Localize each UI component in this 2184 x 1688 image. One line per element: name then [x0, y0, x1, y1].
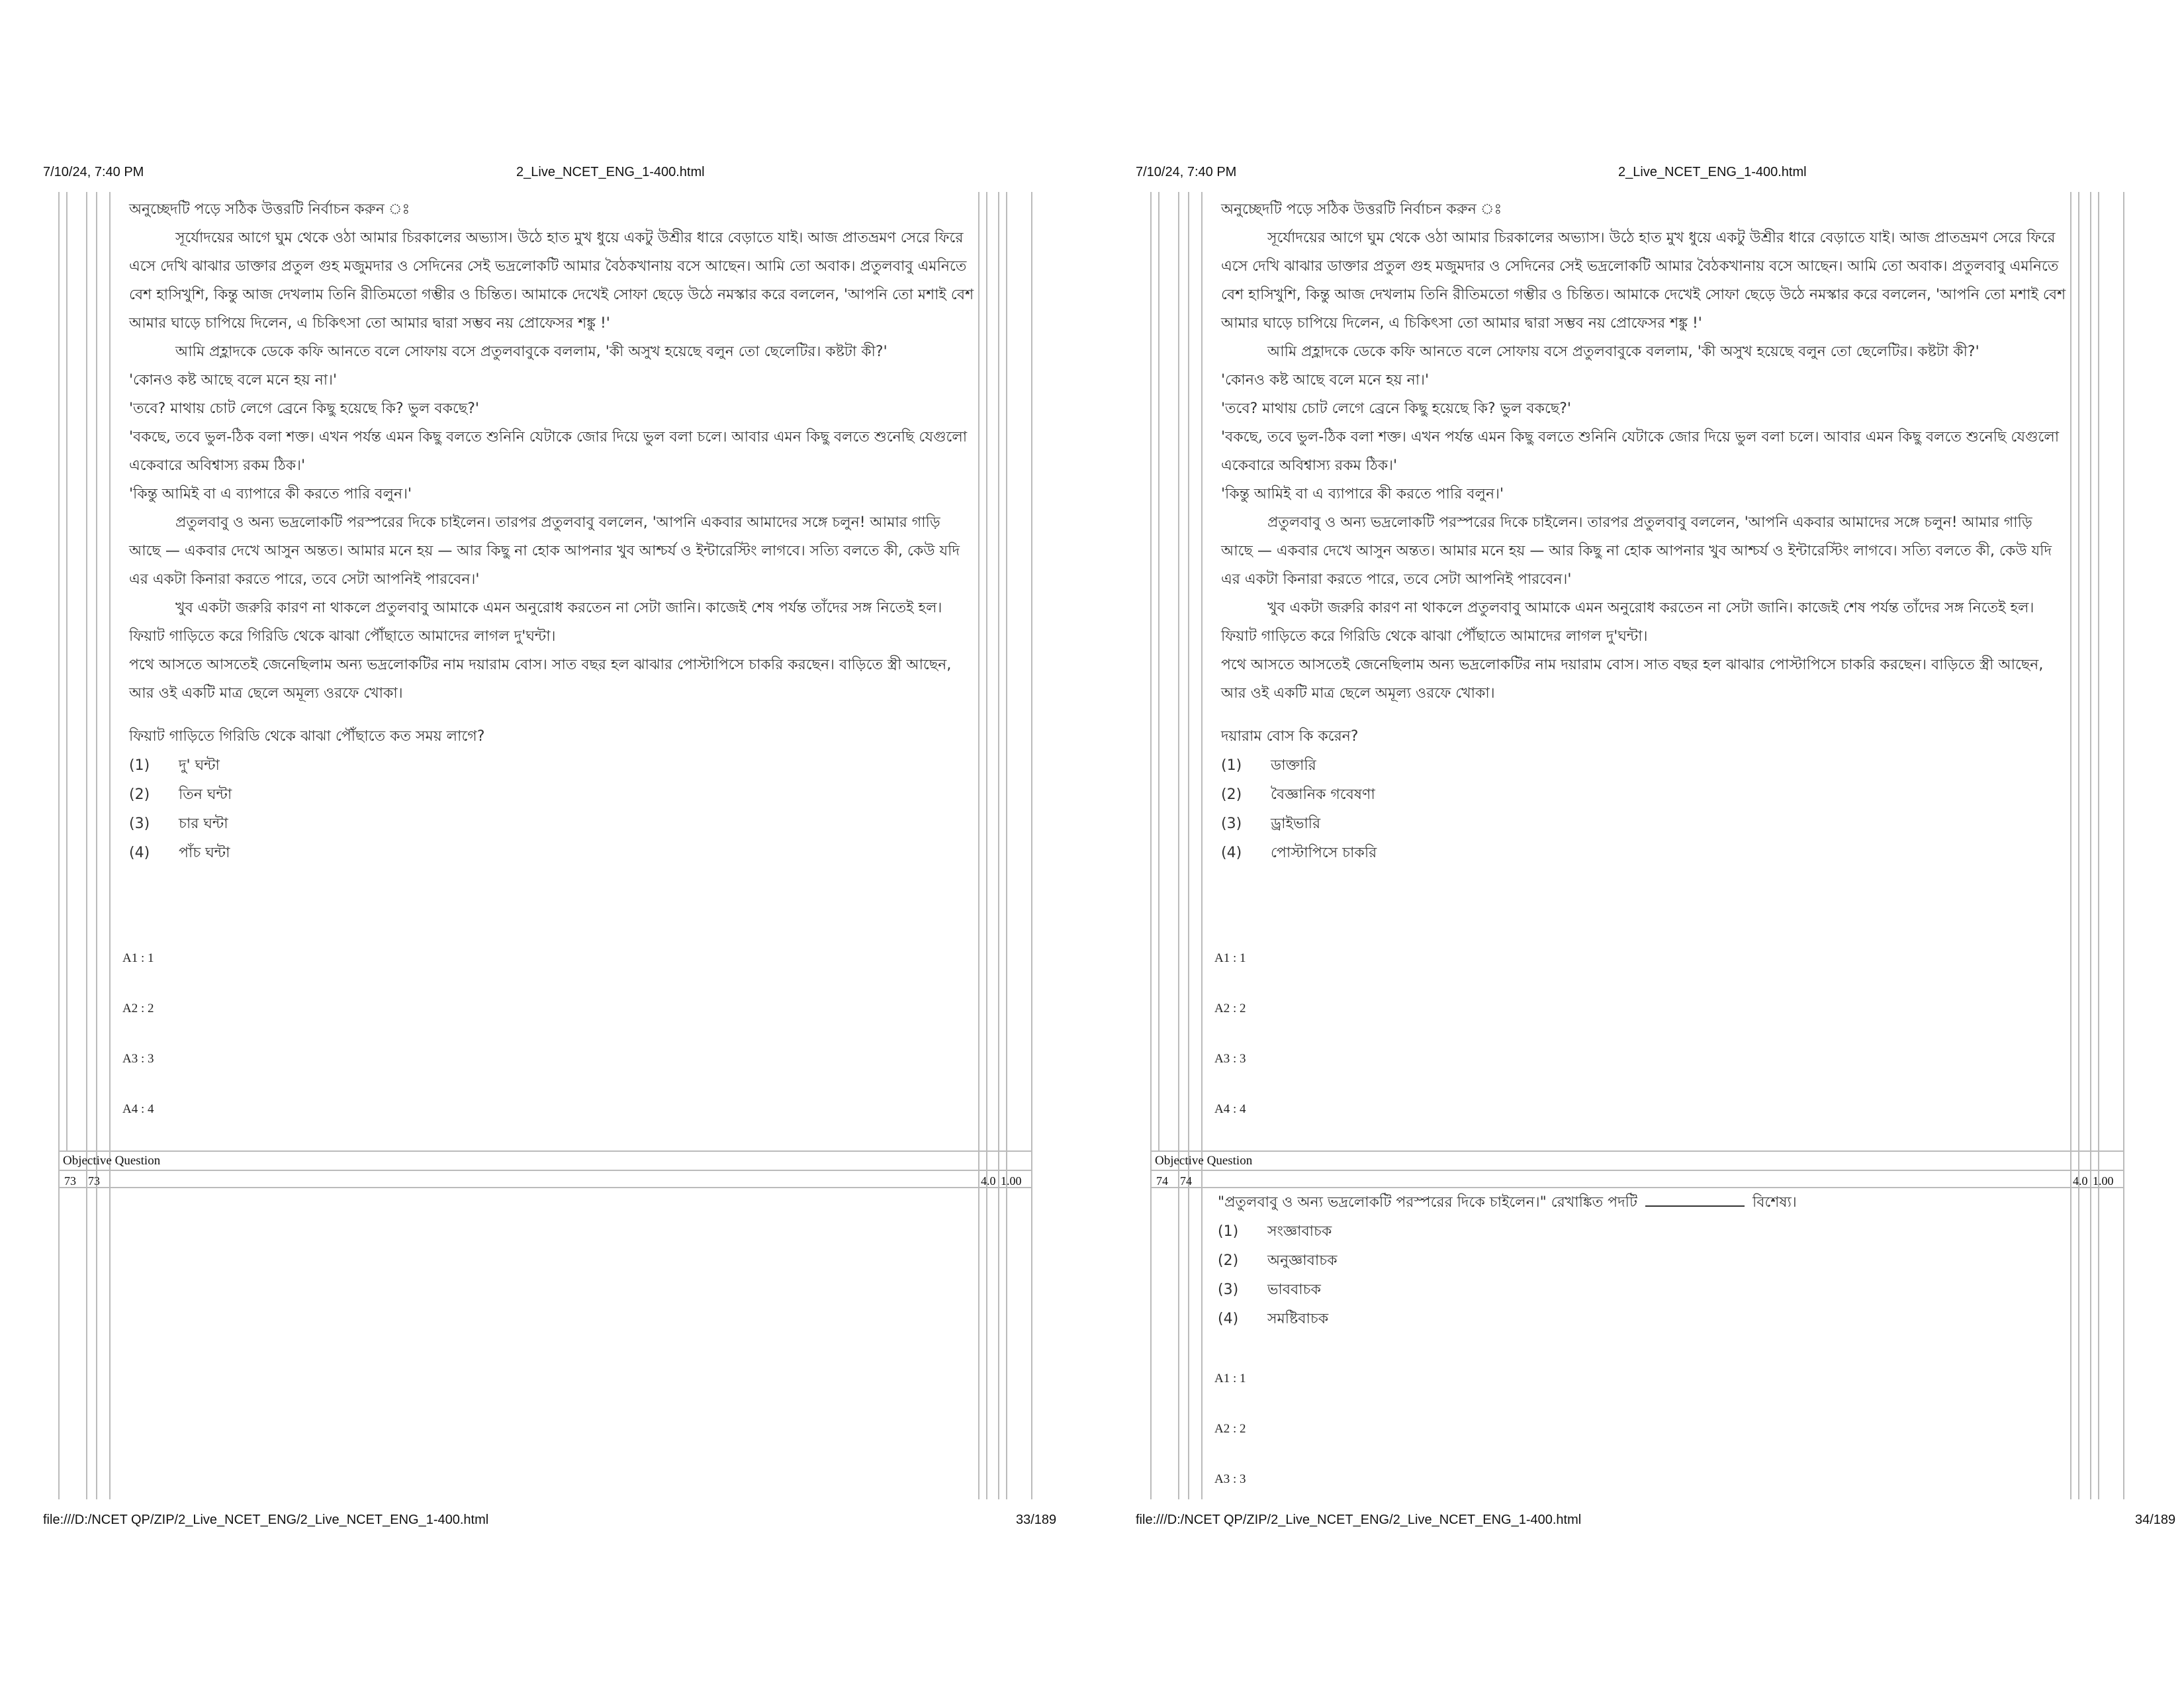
- table-border: [978, 192, 979, 1499]
- option-text: তিন ঘন্টা: [179, 786, 232, 803]
- question-number: 73: [64, 1174, 76, 1188]
- option-row: [129, 809, 976, 838]
- passage-paragraph: 'কিন্তু আমিই বা এ ব্যাপারে কী করতে পারি বলুন।': [129, 486, 412, 502]
- passage-paragraph: 'কিন্তু আমিই বা এ ব্যাপারে কী করতে পারি বলুন।': [1221, 486, 1504, 502]
- passage-paragraph: প্রতুলবাবু ও অন্য ভদ্রলোকটি পরস্পরের দিকে চাইলেন। তারপর প্রতুলবাবু বললেন, 'আপনি একবার আমাদের সঙ্গে চলুন! আমার গাড়ি আছে — একবার দেখে আসুন অন্তত। আমার মনে হয় — আর কিছু না হোক আপনার খুব আশ্চর্য ও ইন্টারেস্টিং লাগবে। সত্যি বলতে কী, কেউ যদি এর একটা কিনারা করতে পারে, তবে সেটা আপনিই পারবেন।': [129, 514, 960, 588]
- option-text: অনুজ্ঞাবাচক: [1267, 1252, 1338, 1269]
- table-border: [986, 192, 987, 1499]
- option-text: পোস্টাপিসে চাকরি: [1271, 844, 1377, 861]
- table-border: [2070, 192, 2071, 1499]
- option-number: (3): [129, 815, 150, 832]
- passage-paragraph: খুব একটা জরুরি কারণ না থাকলে প্রতুলবাবু আমাকে এমন অনুরোধ করতেন না সেটা জানি। কাজেই শেষ পর্যন্ত তাঁদের সঙ্গ নিতেই হল। ফিয়াট গাড়িতে করে গিরিডি থেকে ঝাঝা পৌঁছাতে আমাদের লাগল দু'ঘন্টা।: [1221, 600, 2034, 645]
- passage-paragraph: 'বকছে, তবে ভুল-ঠিক বলা শক্ত। এখন পর্যন্ত এমন কিছু বলতে শুনিনি যেটাকে জোর দিয়ে ভুল বলা চলে। আবার এমন কিছু বলতে শুনেছি যেগুলো একেবারে অবিশ্বাস্য রকম ঠিক।': [129, 429, 968, 474]
- option-row: [1221, 809, 2068, 838]
- footer-page-number: 34/189: [2135, 1513, 2176, 1527]
- table-border: [86, 192, 87, 1499]
- option-row: [1221, 838, 2068, 867]
- option-text: ড্রাইভারি: [1271, 815, 1321, 832]
- question-stem: দয়ারাম বোস কি করেন?: [1221, 728, 1359, 745]
- table-border: [96, 192, 97, 1499]
- option-text: পাঁচ ঘন্টা: [179, 844, 230, 861]
- option-row: [1218, 1217, 2045, 1246]
- table-border: [1031, 192, 1032, 1499]
- passage-paragraph: 'কোনও কষ্ট আছে বলে মনে হয় না।': [1221, 372, 1430, 389]
- objective-question-label: Objective Question: [63, 1154, 161, 1168]
- table-border: [1178, 192, 1179, 1499]
- table-border: [58, 1150, 1031, 1152]
- table-border: [2090, 192, 2091, 1499]
- footer-file-path: file:///D:/NCET QP/ZIP/2_Live_NCET_ENG/2_Live_NCET_ENG_1-400.html: [1136, 1513, 1582, 1527]
- option-row: [1218, 1305, 2045, 1334]
- question-74: [1218, 1188, 2045, 1334]
- passage-paragraph: সূর্যোদয়ের আগে ঘুম থেকে ওঠা আমার চিরকালের অভ্যাস। উঠে হাত মুখ ধুয়ে একটু উশ্রীর ধারে বেড়াতে যাই। আজ প্রাতভ্রমণ সেরে ফিরে এসে দেখি ঝাঝার ডাক্তার প্রতুল গুহ মজুমদার ও সেদিনের সেই ভদ্রলোকটি আমার বৈঠকখানায় বসে আছেন। আমি তো অবাক। প্রতুলবাবু এমনিতে বেশ হাসিখুশি, কিন্তু আজ দেখলাম তিনি রীতিমতো গম্ভীর ও চিন্তিত। আমাকে দেখেই সোফা ছেড়ে উঠে নমস্কার করে বললেন, 'আপনি তো মশাই বেশ আমার ঘাড়ে চাপিয়ে দিলেন, এ চিকিৎসা তো আমার দ্বারা সম্ভব নয় প্রোফেসর শঙ্কু !': [129, 230, 974, 332]
- answer-key: A2 : 2: [1214, 1422, 1246, 1436]
- option-row: [129, 780, 976, 809]
- option-text: চার ঘন্টা: [179, 815, 228, 832]
- table-border: [66, 192, 68, 1152]
- question-id: 74: [1180, 1174, 1192, 1188]
- passage-paragraph: পথে আসতে আসতেই জেনেছিলাম অন্য ভদ্রলোকটির নাম দয়ারাম বোস। সাত বছর হল ঝাঝার পোস্টাপিসে চাকরি করছেন। বাড়িতে স্ত্রী আছেন, আর ওই একটি মাত্র ছেলে অমূল্য ওরফে খোকা।: [129, 657, 952, 702]
- answer-key: A3 : 3: [1214, 1472, 1246, 1486]
- option-row: [129, 838, 976, 867]
- question-id: 73: [88, 1174, 100, 1188]
- table-border: [998, 192, 999, 1499]
- option-row: [1221, 780, 2068, 809]
- question-stem-suffix: বিশেষ্য।: [1752, 1194, 1797, 1211]
- option-row: [129, 751, 976, 780]
- passage-paragraph: 'কোনও কষ্ট আছে বলে মনে হয় না।': [129, 372, 338, 389]
- option-text: সংজ্ঞাবাচক: [1267, 1223, 1332, 1240]
- objective-question-label: Objective Question: [1155, 1154, 1253, 1168]
- option-text: ডাক্তারি: [1271, 757, 1316, 774]
- question-stem: [1218, 1188, 2045, 1217]
- header-date: 7/10/24, 7:40 PM: [43, 165, 144, 179]
- footer-file-path: file:///D:/NCET QP/ZIP/2_Live_NCET_ENG/2_Live_NCET_ENG_1-400.html: [43, 1513, 489, 1527]
- option-text: বৈজ্ঞানিক গবেষণা: [1271, 786, 1375, 803]
- footer-page-number: 33/189: [1016, 1513, 1057, 1527]
- table-border: [1188, 192, 1189, 1499]
- option-row: [1218, 1276, 2045, 1305]
- option-number: (2): [1218, 1252, 1239, 1269]
- answer-key: A1 : 1: [122, 951, 154, 965]
- table-border: [2123, 192, 2124, 1499]
- table-border: [1150, 1170, 2123, 1171]
- option-number: (2): [129, 786, 150, 803]
- option-number: (3): [1218, 1282, 1239, 1298]
- option-number: (1): [129, 757, 150, 774]
- header-file-title: 2_Live_NCET_ENG_1-400.html: [1618, 165, 1807, 179]
- option-number: (4): [1221, 844, 1242, 861]
- option-row: [1221, 751, 2068, 780]
- passage-paragraph: পথে আসতে আসতেই জেনেছিলাম অন্য ভদ্রলোকটির নাম দয়ারাম বোস। সাত বছর হল ঝাঝার পোস্টাপিসে চাকরি করছেন। বাড়িতে স্ত্রী আছেন, আর ওই একটি মাত্র ছেলে অমূল্য ওরফে খোকা।: [1221, 657, 2044, 702]
- option-row: [1218, 1246, 2045, 1276]
- option-number: (3): [1221, 815, 1242, 832]
- passage-paragraph: 'বকছে, তবে ভুল-ঠিক বলা শক্ত। এখন পর্যন্ত এমন কিছু বলতে শুনিনি যেটাকে জোর দিয়ে ভুল বলা চলে। আবার এমন কিছু বলতে শুনেছি যেগুলো একেবারে অবিশ্বাস্য রকম ঠিক।': [1221, 429, 2060, 474]
- table-border: [58, 1170, 1031, 1171]
- passage-paragraph: 'তবে? মাথায় চোট লেগে ব্রেনে কিছু হয়েছে কি? ভুল বকছে?': [129, 400, 479, 417]
- table-border: [2078, 192, 2079, 1499]
- table-border: [1201, 192, 1203, 1499]
- option-number: (4): [129, 844, 150, 861]
- answer-key: A1 : 1: [1214, 1372, 1246, 1385]
- passage: [1221, 195, 2068, 867]
- table-border: [1006, 192, 1007, 1499]
- table-border: [1150, 1150, 2123, 1152]
- passage-paragraph: প্রতুলবাবু ও অন্য ভদ্রলোকটি পরস্পরের দিকে চাইলেন। তারপর প্রতুলবাবু বললেন, 'আপনি একবার আমাদের সঙ্গে চলুন! আমার গাড়ি আছে — একবার দেখে আসুন অন্তত। আমার মনে হয় — আর কিছু না হোক আপনার খুব আশ্চর্য ও ইন্টারেস্টিং লাগবে। সত্যি বলতে কী, কেউ যদি এর একটা কিনারা করতে পারে, তবে সেটা আপনিই পারবেন।': [1221, 514, 2052, 588]
- table-border: [2098, 192, 2099, 1499]
- answer-key: A3 : 3: [122, 1052, 154, 1066]
- answer-key: A2 : 2: [1214, 1002, 1246, 1015]
- table-border: [1158, 192, 1160, 1152]
- passage-paragraph: আমি প্রহ্লাদকে ডেকে কফি আনতে বলে সোফায় বসে প্রতুলবাবুকে বললাম, 'কী অসুখ হয়েছে বলুন তো ছেলেটির। কষ্টটা কী?': [1267, 344, 1979, 360]
- table-border: [1150, 192, 1152, 1499]
- table-border: [58, 1187, 1031, 1188]
- passage-paragraph: আমি প্রহ্লাদকে ডেকে কফি আনতে বলে সোফায় বসে প্রতুলবাবুকে বললাম, 'কী অসুখ হয়েছে বলুন তো ছেলেটির। কষ্টটা কী?': [175, 344, 887, 360]
- question-stem-text: "প্রতুলবাবু ও অন্য ভদ্রলোকটি পরস্পরের দিকে চাইলেন।" রেখাঙ্কিত পদটি: [1218, 1194, 1637, 1211]
- passage-paragraph: খুব একটা জরুরি কারণ না থাকলে প্রতুলবাবু আমাকে এমন অনুরোধ করতেন না সেটা জানি। কাজেই শেষ পর্যন্ত তাঁদের সঙ্গ নিতেই হল। ফিয়াট গাড়িতে করে গিরিডি থেকে ঝাঝা পৌঁছাতে আমাদের লাগল দু'ঘন্টা।: [129, 600, 942, 645]
- answer-key: A4 : 4: [122, 1102, 154, 1116]
- passage-paragraph: 'তবে? মাথায় চোট লেগে ব্রেনে কিছু হয়েছে কি? ভুল বকছে?': [1221, 400, 1571, 417]
- header-file-title: 2_Live_NCET_ENG_1-400.html: [516, 165, 705, 179]
- question-number: 74: [1156, 1174, 1168, 1188]
- fill-blank: [1645, 1191, 1745, 1207]
- answer-key: A3 : 3: [1214, 1052, 1246, 1066]
- passage-paragraph: সূর্যোদয়ের আগে ঘুম থেকে ওঠা আমার চিরকালের অভ্যাস। উঠে হাত মুখ ধুয়ে একটু উশ্রীর ধারে বেড়াতে যাই। আজ প্রাতভ্রমণ সেরে ফিরে এসে দেখি ঝাঝার ডাক্তার প্রতুল গুহ মজুমদার ও সেদিনের সেই ভদ্রলোকটি আমার বৈঠকখানায় বসে আছেন। আমি তো অবাক। প্রতুলবাবু এমনিতে বেশ হাসিখুশি, কিন্তু আজ দেখলাম তিনি রীতিমতো গম্ভীর ও চিন্তিত। আমাকে দেখেই সোফা ছেড়ে উঠে নমস্কার করে বললেন, 'আপনি তো মশাই বেশ আমার ঘাড়ে চাপিয়ে দিলেন, এ চিকিৎসা তো আমার দ্বারা সম্ভব নয় প্রোফেসর শঙ্কু !': [1221, 230, 2066, 332]
- table-border: [109, 192, 111, 1499]
- option-number: (2): [1221, 786, 1242, 803]
- passage: [129, 195, 976, 867]
- header-date: 7/10/24, 7:40 PM: [1136, 165, 1237, 179]
- question-marks: 4.0: [981, 1174, 996, 1188]
- right-page: [1092, 0, 2184, 1688]
- passage-instruction: অনুচ্ছেদটি পড়ে সঠিক উত্তরটি নির্বাচন করুন ঃ: [1221, 201, 1502, 218]
- option-number: (1): [1218, 1223, 1239, 1240]
- answer-key: A4 : 4: [1214, 1102, 1246, 1116]
- answer-key: A2 : 2: [122, 1002, 154, 1015]
- option-number: (4): [1218, 1311, 1239, 1327]
- table-border: [58, 192, 60, 1499]
- option-text: দু' ঘন্টা: [179, 757, 220, 774]
- answer-key: A1 : 1: [1214, 951, 1246, 965]
- question-negative-marks: 1.00: [2093, 1174, 2114, 1188]
- option-text: ভাববাচক: [1267, 1282, 1321, 1298]
- option-text: সমষ্টিবাচক: [1267, 1311, 1329, 1327]
- passage-instruction: অনুচ্ছেদটি পড়ে সঠিক উত্তরটি নির্বাচন করুন ঃ: [129, 201, 410, 218]
- question-negative-marks: 1.00: [1001, 1174, 1022, 1188]
- question-marks: 4.0: [2073, 1174, 2088, 1188]
- question-stem: ফিয়াট গাড়িতে গিরিডি থেকে ঝাঝা পৌঁছাতে কত সময় লাগে?: [129, 728, 485, 745]
- option-number: (1): [1221, 757, 1242, 774]
